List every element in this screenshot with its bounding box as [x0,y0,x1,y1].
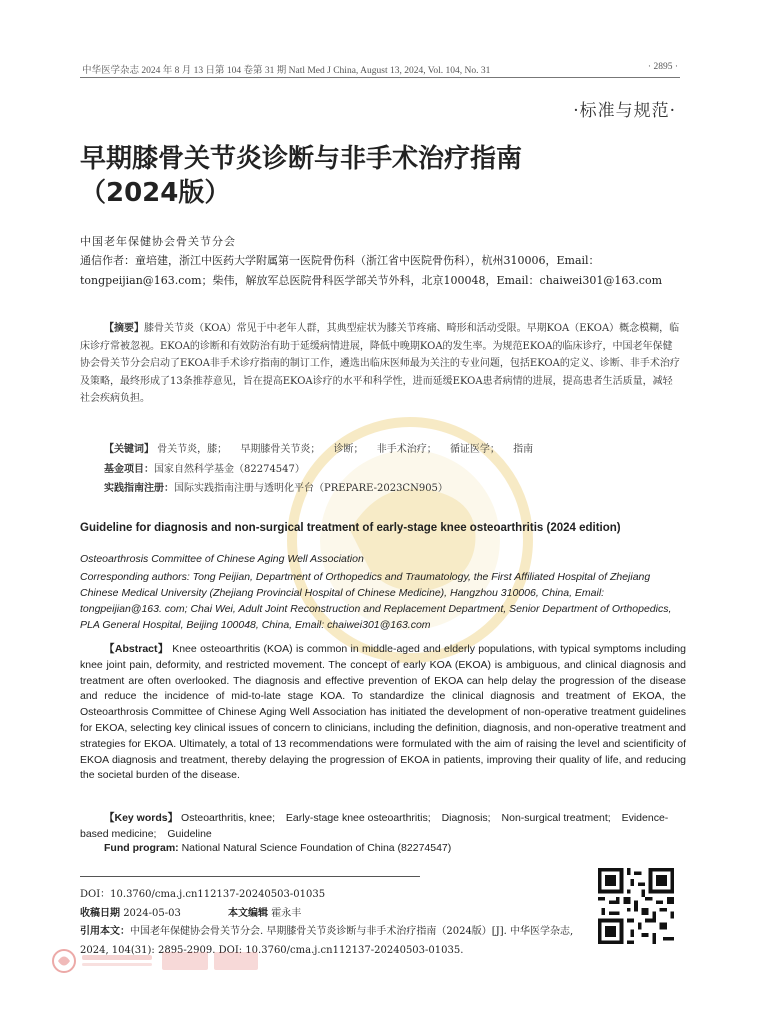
abstract-cn-label: 【摘要】 [104,323,144,334]
english-keyword: Diagnosis; [441,812,491,824]
english-keyword: Non-surgical treatment; [501,812,611,824]
keyword-cn: 骨关节炎，膝； [157,444,228,455]
title-line-2: （2024版） [80,178,231,208]
editor-label: 本文编辑 [228,908,269,919]
received-info [80,904,301,919]
registration-cn-label: 实践指南注册： [104,483,174,494]
article-title [80,142,640,210]
received-date: 2024-05-03 [123,908,181,919]
section-label: ·标准与规范· [573,101,676,121]
received-label: 收稿日期 [80,908,120,919]
corresponding-authors-cn: 通信作者：童培建，浙江中医药大学附属第一医院骨伤科（浙江省中医院骨伤科），杭州310006，Email：tongpeijian@163.com；柴伟，解放军总医院骨科医学部关节外科，北京100048，Email：chaiwei301@163.com [80,254,663,287]
english-title: Guideline for diagnosis and non-surgical treatment of early-stage knee osteoarthritis (2024 edition) [80,522,621,534]
qr-code-icon[interactable] [598,868,674,944]
keyword-cn: 诊断； [333,444,364,455]
doi[interactable]: DOI：10.3760/cma.j.cn112137-20240503-01035 [80,889,326,900]
english-keywords [80,810,686,842]
keyword-cn: 非手术治疗； [376,444,437,455]
editor-name: 霍永丰 [271,908,302,919]
english-organization: Osteoarthrosis Committee of Chinese Aging Well Association [80,553,364,565]
english-abstract-label: 【Abstract】 [104,643,169,655]
english-fund [104,842,451,854]
page-number: · 2895 · [647,62,678,72]
registration-cn [104,479,448,494]
english-keyword: Guideline [167,828,212,840]
abstract-cn-text: 膝骨关节炎（KOA）常见于中老年人群，其典型症状为膝关节疼痛、畸形和活动受限。早期KOA（EKOA）概念模糊，临床诊疗常被忽视。EKOA的诊断和有效防治有助于延缓病情进展，降低中晚期KOA的发生率。为规范EKOA的临床诊疗，中国老年保健协会骨关节分会启动了EKOA非手术诊疗指南的制订工作，遴选出临床医师最为关注的专业问题，包括EKOA的定义、诊断、非手术治疗及策略，最终形成了13条推荐意见，旨在提高EKOA诊疗的水平和科学性，进而延缓EKOA患者病情的进展，提高患者生活质量，减轻社会疾病负担。 [80,323,680,404]
keywords-cn [104,440,684,455]
english-keywords-label: 【Key words】 [104,812,179,824]
fund-cn [104,460,305,475]
english-keyword: Osteoarthritis, knee; [181,812,275,824]
abstract-cn [80,320,682,408]
publisher-logo-icon [48,946,278,976]
keywords-cn-label: 【关键词】 [104,444,154,455]
citation-label: 引用本文： [80,926,130,937]
english-corresponding-authors: Corresponding authors: Tong Peijian, Department of Orthopedics and Traumatology, the First Affiliated Hospital of Zhejiang Chinese Medical University (Zhejiang Provincial Hospital of Chinese Medicine), Hangzhou 310006, China, Email: tongpeijian@163. com; Chai Wei, Adult Joint Reconstruction and Replacement Department, Senior Department of Orthopedics, PLA General Hospital, Beijing 100048, China, Email: chaiwei301@163.com [80,571,672,631]
english-fund-label: Fund program: [104,842,179,854]
footnote-rule [80,876,420,877]
english-abstract [80,642,686,784]
header-rule [80,77,680,78]
fund-cn-text: 国家自然科学基金（82274547） [154,464,305,475]
english-abstract-text: Knee osteoarthritis (KOA) is common in middle-aged and elderly populations, with typical symptoms including knee joint pain, deformity, and restricted movement. The concept of early KOA (EKOA) is ambiguous, and clinical diagnosis and treatment are often overlooked. The diagnosis and effective prevention of EKOA can help delay the progression of the disease and reduce the incidence of mid-to-late stage KOA. To standardize the clinical diagnosis and treatment of EKOA, the Osteoarthrosis Committee of Chinese Aging Well Association has initiated the development of non-operative treatment guidelines for EKOA, selecting key clinical issues of concern to clinicians, including the definition, diagnosis, and non-operative treatment and strategies for EKOA. Ultimately, a total of 13 recommendations were formulated with the aim of raising the level and scientificity of EKOA diagnosis and treatment, thereby delaying the progression of EKOA in patients, improving their quality of life, and reducing the societal burden of the disease. [80,643,686,782]
english-fund-text: National Natural Science Foundation of China (82274547) [181,842,452,854]
english-keyword: Early-stage knee osteoarthritis; [285,812,431,824]
fund-cn-label: 基金项目： [104,464,154,475]
keyword-cn: 早期膝骨关节炎； [240,444,321,455]
running-header: 中华医学杂志 2024 年 8 月 13 日第 104 卷第 31 期 Natl Med J China, August 13, 2024, Vol. 104, No. 31 [82,66,491,76]
keyword-cn: 指南 [513,444,534,455]
author-organization: 中国老年保健协会骨关节分会 [80,235,236,248]
keyword-cn: 循证医学； [449,444,500,455]
citation-text: 中国老年保健协会骨关节分会. 早期膝骨关节炎诊断与非手术治疗指南（2024版）[J]. 中华医学杂志, 2024, 104(31): 2895-2909. DOI: 10.3760/cma.j.cn112137-20240503-01035. [80,926,574,956]
registration-cn-text: 国际实践指南注册与透明化平台（PREPARE-2023CN905） [174,483,448,494]
english-keyword: Evidence-based medicine; [80,812,669,840]
title-line-1: 早期膝骨关节炎诊断与非手术治疗指南 [80,144,523,174]
